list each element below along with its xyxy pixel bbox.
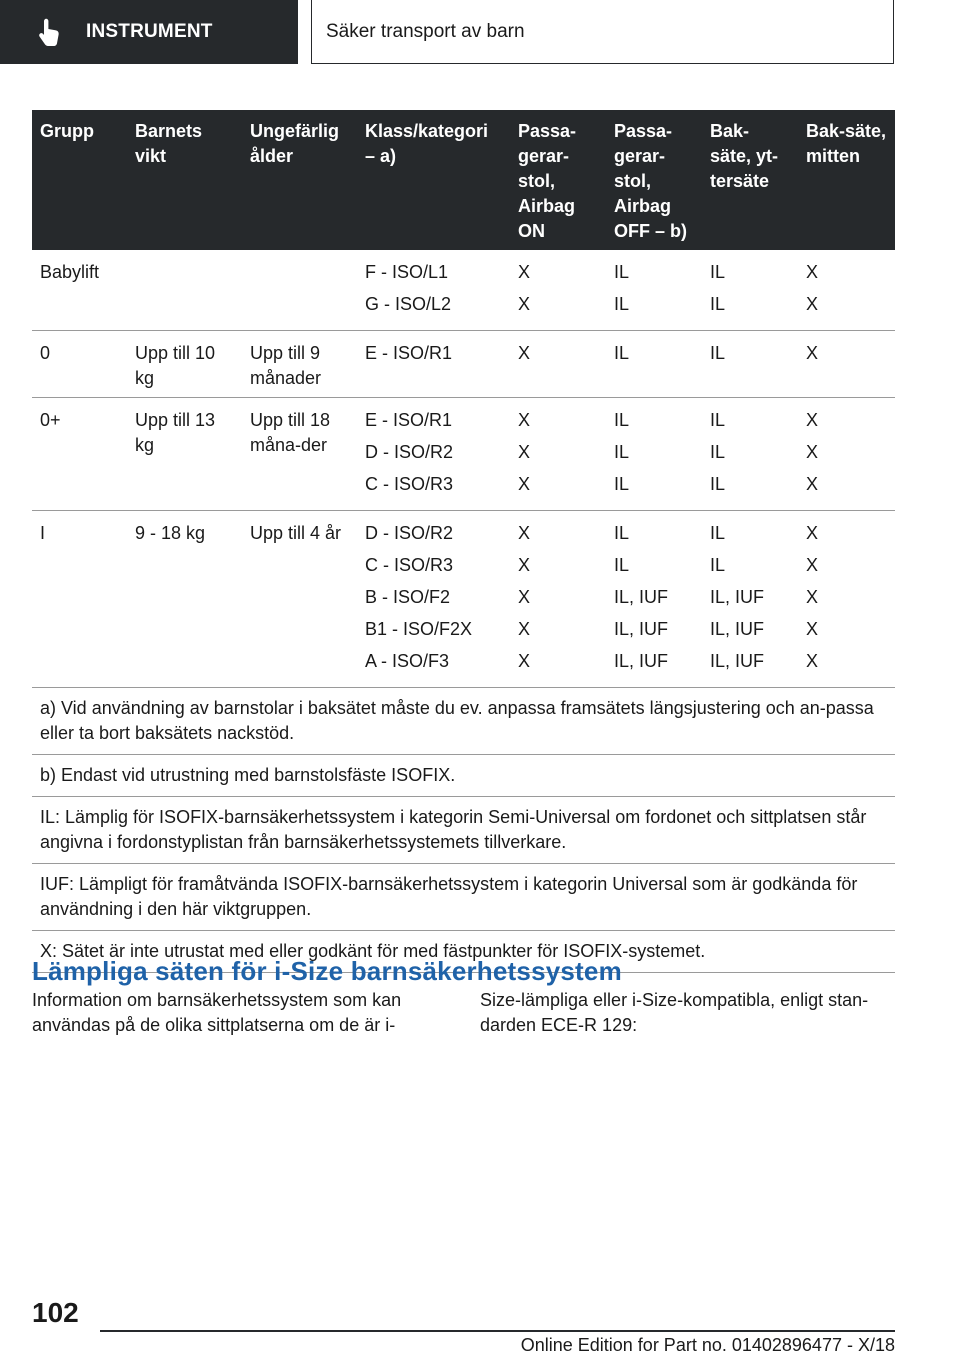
cell-klass: E - ISO/R1	[365, 343, 453, 363]
cell-baksate-mitten: X	[806, 474, 819, 494]
table-row	[32, 331, 895, 398]
isofix-table	[32, 110, 895, 973]
cell-baksate-ytter-column	[702, 250, 798, 330]
cell-baksate-mitten: X	[806, 262, 819, 282]
cell-baksate-ytter: IL, IUF	[710, 587, 765, 607]
cell-airbag-off: IL	[614, 442, 630, 462]
cell-baksate-mitten: X	[806, 442, 819, 462]
footer-divider	[100, 1330, 895, 1332]
cell-airbag-on: X	[518, 410, 531, 430]
cell-baksate-ytter: IL	[710, 262, 726, 282]
hand-pointer-icon	[32, 14, 68, 50]
chapter-title: Säker transport av barn	[311, 0, 894, 64]
cell-airbag-off-column	[606, 250, 702, 330]
table-row	[32, 511, 895, 688]
cell-baksate-ytter: IL, IUF	[710, 651, 765, 671]
cell-klass: E - ISO/R1	[365, 410, 453, 430]
cell-klass-column	[357, 398, 510, 510]
table-body	[32, 250, 895, 688]
cell-airbag-on-column	[510, 250, 606, 330]
cell-baksate-mitten: X	[806, 294, 819, 314]
cell-vikt: 9 - 18 kg	[135, 523, 206, 543]
cell-airbag-on: X	[518, 587, 531, 607]
cell-klass-column	[357, 250, 510, 330]
cell-airbag-on: X	[518, 619, 531, 639]
cell-baksate-mitten: X	[806, 651, 819, 671]
cell-airbag-off: IL, IUF	[614, 651, 669, 671]
cell-alder: Upp till 18 måna-der	[250, 410, 331, 455]
cell-airbag-off: IL	[614, 555, 630, 575]
header-baksate-mitten: Bak-säte, mitten	[806, 121, 887, 166]
page-number: 102	[32, 1297, 79, 1328]
cell-airbag-on: X	[518, 474, 531, 494]
cell-baksate-ytter-column	[702, 331, 798, 397]
cell-grupp: Babylift	[40, 262, 100, 282]
cell-klass: B1 - ISO/F2X	[365, 619, 473, 639]
section-heading: Lämpliga säten för i-Size barnsäkerhetssystem	[32, 956, 622, 986]
body-text-right: Size-lämpliga eller i-Size-kompatibla, enligt stan-darden ECE-R 129:	[480, 990, 869, 1035]
cell-vikt: Upp till 10 kg	[135, 343, 216, 388]
cell-baksate-ytter: IL	[710, 474, 726, 494]
cell-airbag-on: X	[518, 651, 531, 671]
cell-baksate-ytter: IL	[710, 442, 726, 462]
cell-klass: G - ISO/L2	[365, 294, 452, 314]
section-label: INSTRUMENT	[86, 21, 213, 42]
cell-baksate-mitten: X	[806, 555, 819, 575]
cell-klass: F - ISO/L1	[365, 262, 449, 282]
cell-airbag-off-column	[606, 331, 702, 397]
cell-baksate-mitten: X	[806, 343, 819, 363]
cell-alder: Upp till 4 år	[250, 523, 342, 543]
cell-alder	[242, 250, 357, 330]
cell-baksate-ytter: IL	[710, 523, 726, 543]
cell-klass: B - ISO/F2	[365, 587, 451, 607]
cell-grupp: 0	[40, 343, 51, 363]
cell-airbag-on: X	[518, 442, 531, 462]
cell-airbag-on: X	[518, 555, 531, 575]
section-tab[interactable]	[0, 0, 298, 64]
cell-airbag-off-column	[606, 511, 702, 687]
cell-airbag-off: IL	[614, 343, 630, 363]
cell-baksate-ytter: IL	[710, 294, 726, 314]
cell-airbag-off: IL	[614, 410, 630, 430]
cell-baksate-mitten-column	[798, 250, 895, 330]
cell-klass: A - ISO/F3	[365, 651, 450, 671]
header-grupp: Grupp	[40, 121, 94, 141]
cell-grupp: I	[40, 523, 46, 543]
cell-airbag-off: IL	[614, 523, 630, 543]
cell-airbag-off: IL, IUF	[614, 587, 669, 607]
cell-vikt: Upp till 13 kg	[135, 410, 216, 455]
cell-airbag-on: X	[518, 262, 531, 282]
cell-baksate-ytter-column	[702, 511, 798, 687]
cell-baksate-ytter: IL, IUF	[710, 619, 765, 639]
cell-baksate-ytter: IL	[710, 343, 726, 363]
cell-baksate-mitten: X	[806, 587, 819, 607]
header-airbag-on: Passa-gerar-stol, Airbag ON	[518, 121, 577, 241]
cell-airbag-off: IL, IUF	[614, 619, 669, 639]
table-footnote: IUF: Lämpligt för framåtvända ISOFIX-barnsäkerhetssystem i kategorin Universal som är godkända för användning i den här viktgruppen.	[32, 864, 895, 931]
cell-airbag-off: IL	[614, 294, 630, 314]
header-klass: Klass/kategori – a)	[365, 121, 489, 166]
table-footnote: IL: Lämplig för ISOFIX-barnsäkerhetssystem i kategorin Semi-Universal om fordonet och sittplatsen står angivna i fordonstyplistan från barnsäkerhetssystemets tillverkare.	[32, 797, 895, 864]
cell-baksate-mitten: X	[806, 619, 819, 639]
cell-vikt	[127, 250, 242, 330]
cell-baksate-ytter: IL	[710, 555, 726, 575]
cell-baksate-mitten: X	[806, 523, 819, 543]
cell-klass: C - ISO/R3	[365, 474, 454, 494]
cell-baksate-mitten: X	[806, 410, 819, 430]
cell-alder: Upp till 9 månader	[250, 343, 322, 388]
cell-airbag-off-column	[606, 398, 702, 510]
cell-baksate-mitten-column	[798, 511, 895, 687]
cell-airbag-off: IL	[614, 262, 630, 282]
body-text-left: Information om barnsäkerhetssystem som kan användas på de olika sittplatserna om de är i-	[32, 990, 402, 1035]
table-notes	[32, 688, 895, 973]
header-alder: Ungefärlig ålder	[250, 121, 340, 166]
cell-baksate-mitten-column	[798, 331, 895, 397]
cell-klass: D - ISO/R2	[365, 442, 454, 462]
table-row	[32, 250, 895, 331]
cell-klass: C - ISO/R3	[365, 555, 454, 575]
table-footnote: X: Sätet är inte utrustat med eller godkänt för med fästpunkter för ISOFIX-systemet.	[32, 931, 895, 973]
cell-klass-column	[357, 511, 510, 687]
table-header-row	[32, 110, 895, 250]
header-vikt: Barnets vikt	[135, 121, 203, 166]
cell-airbag-on: X	[518, 523, 531, 543]
page-header	[0, 0, 960, 66]
footer-edition: Online Edition for Part no. 01402896477 - X/18	[520, 1335, 895, 1355]
cell-airbag-on: X	[518, 294, 531, 314]
cell-airbag-on-column	[510, 331, 606, 397]
cell-airbag-on-column	[510, 511, 606, 687]
table-footnote: b) Endast vid utrustning med barnstolsfäste ISOFIX.	[32, 755, 895, 797]
cell-airbag-off: IL	[614, 474, 630, 494]
cell-klass-column	[357, 331, 510, 397]
header-baksate-ytter: Bak-säte, yt-tersäte	[710, 121, 779, 191]
cell-airbag-on: X	[518, 343, 531, 363]
cell-grupp: 0+	[40, 410, 61, 430]
cell-baksate-mitten-column	[798, 398, 895, 510]
cell-baksate-ytter: IL	[710, 410, 726, 430]
header-airbag-off: Passa-gerar-stol, Airbag OFF – b)	[614, 121, 687, 241]
table-footnote: a) Vid användning av barnstolar i baksätet måste du ev. anpassa framsätets längsjustering och an-passa eller ta bort baksätets nackstöd.	[32, 688, 895, 755]
table-row	[32, 398, 895, 511]
cell-baksate-ytter-column	[702, 398, 798, 510]
cell-airbag-on-column	[510, 398, 606, 510]
cell-klass: D - ISO/R2	[365, 523, 454, 543]
